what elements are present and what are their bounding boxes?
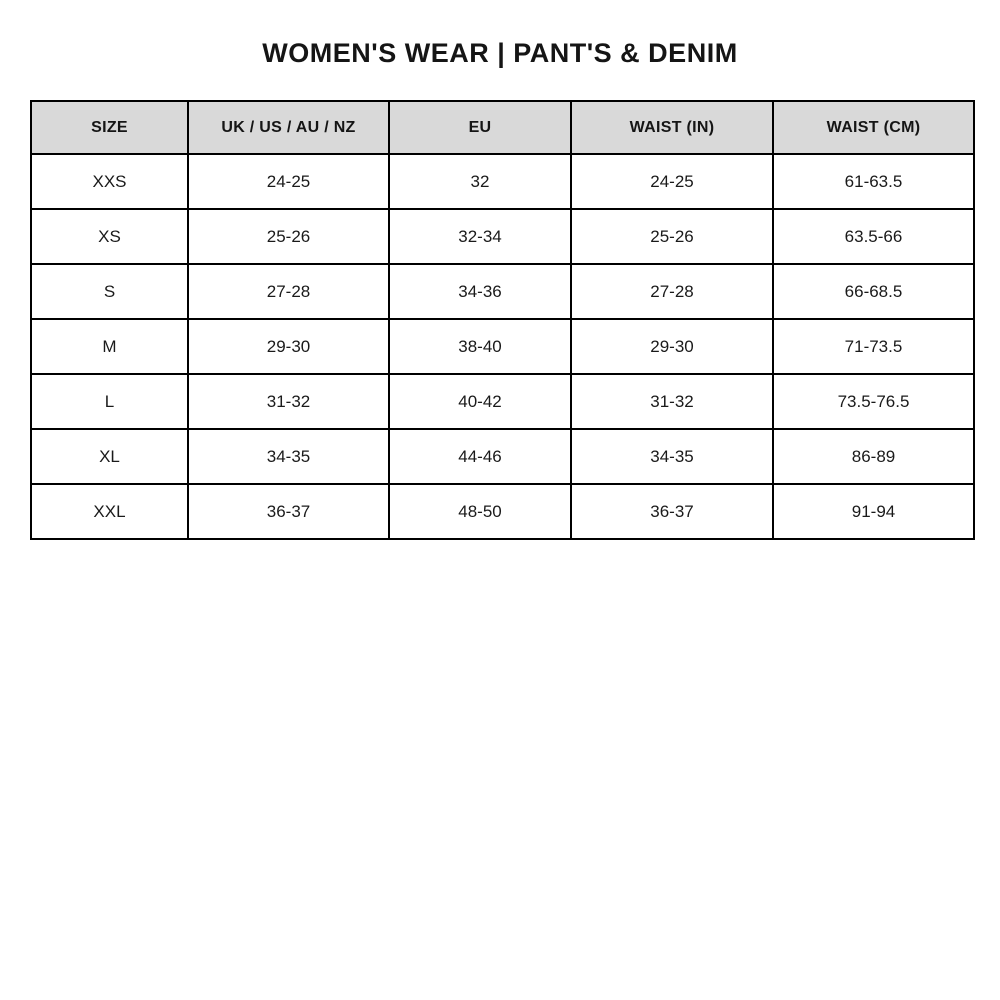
cell-waist-in: 27-28 xyxy=(571,264,773,319)
cell-uk: 29-30 xyxy=(188,319,389,374)
cell-uk: 31-32 xyxy=(188,374,389,429)
table-row xyxy=(31,374,974,429)
cell-eu: 44-46 xyxy=(389,429,571,484)
cell-size: XS xyxy=(31,209,188,264)
cell-uk: 27-28 xyxy=(188,264,389,319)
cell-uk: 34-35 xyxy=(188,429,389,484)
cell-size: XXS xyxy=(31,154,188,209)
cell-waist-in: 24-25 xyxy=(571,154,773,209)
cell-waist-in: 34-35 xyxy=(571,429,773,484)
cell-uk: 24-25 xyxy=(188,154,389,209)
cell-size: M xyxy=(31,319,188,374)
cell-waist-cm: 91-94 xyxy=(773,484,974,539)
col-header-eu: EU xyxy=(389,101,571,154)
cell-eu: 38-40 xyxy=(389,319,571,374)
cell-waist-in: 36-37 xyxy=(571,484,773,539)
cell-waist-cm: 86-89 xyxy=(773,429,974,484)
cell-waist-cm: 66-68.5 xyxy=(773,264,974,319)
cell-size: L xyxy=(31,374,188,429)
cell-eu: 32 xyxy=(389,154,571,209)
cell-eu: 32-34 xyxy=(389,209,571,264)
table-row xyxy=(31,319,974,374)
table-row xyxy=(31,484,974,539)
cell-waist-in: 31-32 xyxy=(571,374,773,429)
cell-eu: 48-50 xyxy=(389,484,571,539)
col-header-uk-us-au-nz: UK / US / AU / NZ xyxy=(188,101,389,154)
table-row xyxy=(31,264,974,319)
col-header-waist-in: WAIST (IN) xyxy=(571,101,773,154)
table-row xyxy=(31,429,974,484)
col-header-size: SIZE xyxy=(31,101,188,154)
cell-uk: 25-26 xyxy=(188,209,389,264)
cell-waist-cm: 71-73.5 xyxy=(773,319,974,374)
page-title: WOMEN'S WEAR | PANT'S & DENIM xyxy=(262,38,738,68)
cell-eu: 40-42 xyxy=(389,374,571,429)
cell-uk: 36-37 xyxy=(188,484,389,539)
cell-size: XXL xyxy=(31,484,188,539)
cell-waist-cm: 63.5-66 xyxy=(773,209,974,264)
table-row xyxy=(31,154,974,209)
cell-eu: 34-36 xyxy=(389,264,571,319)
cell-waist-cm: 61-63.5 xyxy=(773,154,974,209)
size-chart-table xyxy=(30,100,975,540)
col-header-waist-cm: WAIST (CM) xyxy=(773,101,974,154)
cell-size: S xyxy=(31,264,188,319)
table-row xyxy=(31,209,974,264)
cell-waist-in: 25-26 xyxy=(571,209,773,264)
cell-waist-in: 29-30 xyxy=(571,319,773,374)
cell-size: XL xyxy=(31,429,188,484)
header-row xyxy=(31,101,974,154)
cell-waist-cm: 73.5-76.5 xyxy=(773,374,974,429)
